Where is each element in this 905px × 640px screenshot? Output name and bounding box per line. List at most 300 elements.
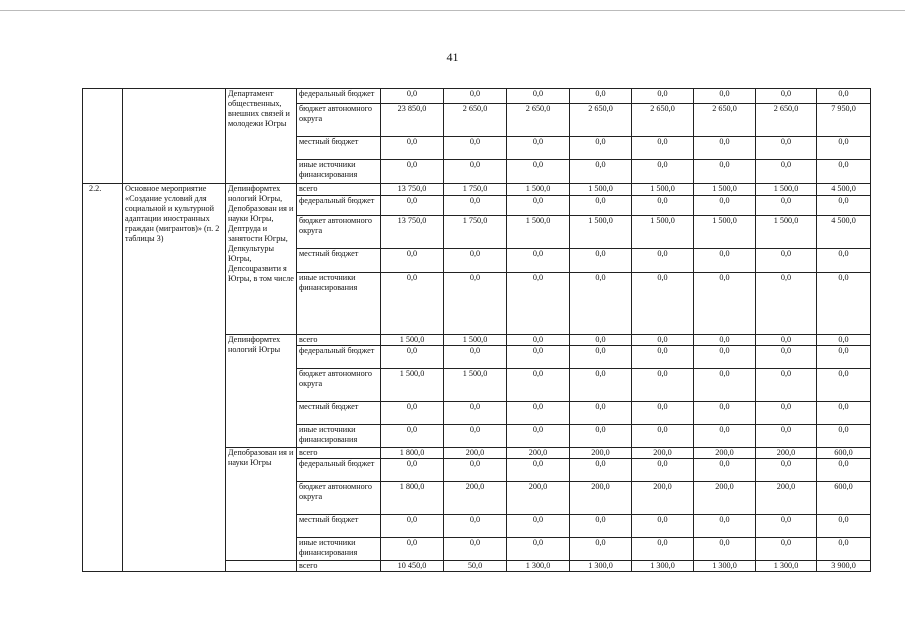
amount-cell [694, 425, 756, 448]
amount-cell [570, 561, 632, 572]
amount-value: 0,0 [719, 402, 730, 411]
amount-value: 23 850,0 [397, 104, 427, 113]
amount-cell [632, 369, 694, 402]
amount-value: 0,0 [719, 425, 730, 434]
amount-cell [507, 561, 570, 572]
amount-value: 0,0 [406, 137, 418, 146]
amount-cell [444, 160, 507, 184]
amount-value: 0,0 [469, 249, 481, 258]
funding-source: иные источники финансирования [297, 538, 381, 561]
amount-value: 0,0 [838, 273, 849, 282]
amount-cell [507, 402, 570, 425]
amount-cell [632, 561, 694, 572]
amount-value: 0,0 [780, 273, 792, 282]
amount-cell [632, 184, 694, 196]
amount-value: 0,0 [780, 369, 792, 378]
amount-cell [817, 249, 871, 273]
amount-value: 200,0 [465, 482, 485, 491]
amount-cell [444, 335, 507, 346]
amount-cell [570, 459, 632, 482]
amount-cell [381, 335, 444, 346]
amount-cell [444, 184, 507, 196]
executor-cell [226, 561, 297, 572]
amount-cell [507, 346, 570, 369]
amount-value: 2 650,0 [588, 104, 613, 113]
amount-cell [756, 335, 817, 346]
amount-cell [694, 346, 756, 369]
amount-cell [694, 104, 756, 137]
amount-value: 0,0 [469, 515, 481, 524]
amount-value: 0,0 [838, 335, 849, 344]
amount-cell [632, 273, 694, 335]
amount-value: 3 900,0 [831, 561, 856, 570]
amount-cell [632, 425, 694, 448]
amount-cell [756, 459, 817, 482]
amount-value: 13 750,0 [397, 216, 427, 225]
amount-value: 1 300,0 [773, 561, 799, 570]
amount-cell [817, 369, 871, 402]
amount-value: 0,0 [469, 160, 481, 169]
amount-cell [632, 249, 694, 273]
amount-cell [756, 137, 817, 160]
amount-cell [507, 249, 570, 273]
amount-cell [570, 448, 632, 459]
amount-cell [817, 137, 871, 160]
amount-cell [570, 273, 632, 335]
amount-value: 0,0 [469, 402, 481, 411]
amount-value: 1 300,0 [525, 561, 551, 570]
amount-cell [507, 335, 570, 346]
amount-cell [694, 137, 756, 160]
amount-value: 0,0 [595, 160, 606, 169]
amount-cell [381, 402, 444, 425]
amount-value: 0,0 [657, 538, 668, 547]
amount-value: 0,0 [657, 425, 668, 434]
amount-value: 0,0 [595, 402, 606, 411]
amount-cell [694, 273, 756, 335]
amount-cell [570, 369, 632, 402]
amount-cell [756, 402, 817, 425]
activity-number: 2.2. [83, 184, 123, 572]
amount-cell [444, 216, 507, 249]
funding-source: местный бюджет [297, 515, 381, 538]
amount-value: 0,0 [719, 160, 730, 169]
amount-value: 0,0 [532, 273, 544, 282]
amount-cell [444, 402, 507, 425]
amount-value: 0,0 [719, 273, 730, 282]
amount-value: 0,0 [780, 137, 792, 146]
amount-cell [444, 459, 507, 482]
amount-value: 0,0 [657, 89, 668, 98]
amount-value: 0,0 [719, 515, 730, 524]
amount-cell [381, 369, 444, 402]
amount-cell [570, 515, 632, 538]
amount-cell [444, 273, 507, 335]
executor-cell: Депинформтех нологий Югры [226, 335, 297, 448]
amount-value: 1 800,0 [399, 482, 425, 491]
amount-value: 0,0 [595, 459, 606, 468]
amount-cell [756, 104, 817, 137]
funding-source: бюджет автономного округа [297, 482, 381, 515]
amount-cell [632, 515, 694, 538]
amount-value: 200,0 [653, 448, 672, 457]
amount-value: 0,0 [780, 335, 792, 344]
funding-source: федеральный бюджет [297, 346, 381, 369]
amount-value: 0,0 [595, 89, 606, 98]
amount-value: 1 500,0 [588, 216, 613, 225]
amount-cell [381, 273, 444, 335]
amount-cell [694, 482, 756, 515]
amount-cell [694, 402, 756, 425]
amount-cell [444, 104, 507, 137]
amount-value: 0,0 [532, 425, 544, 434]
amount-value: 0,0 [657, 160, 668, 169]
amount-cell [694, 335, 756, 346]
amount-cell [570, 482, 632, 515]
amount-value: 0,0 [595, 196, 606, 205]
amount-cell [817, 402, 871, 425]
amount-cell [507, 137, 570, 160]
amount-value: 0,0 [838, 425, 849, 434]
amount-value: 0,0 [406, 249, 418, 258]
amount-value: 0,0 [838, 196, 849, 205]
amount-cell [381, 459, 444, 482]
amount-cell [817, 459, 871, 482]
amount-cell [444, 561, 507, 572]
amount-cell [381, 137, 444, 160]
funding-source: всего [297, 184, 381, 196]
amount-value: 0,0 [780, 459, 792, 468]
amount-value: 1 500,0 [588, 184, 613, 193]
amount-cell [694, 196, 756, 216]
amount-value: 0,0 [838, 459, 849, 468]
amount-cell [381, 448, 444, 459]
activity-name: Основное мероприятие «Создание условий для социальной и культурной адаптации иностранных граждан (мигрантов)» (п. 2 таблицы 3) [123, 184, 226, 572]
amount-value: 0,0 [719, 459, 730, 468]
amount-cell [756, 184, 817, 196]
amount-value: 1 500,0 [712, 216, 737, 225]
amount-cell [632, 137, 694, 160]
amount-cell [444, 89, 507, 104]
amount-cell [756, 448, 817, 459]
amount-cell [507, 482, 570, 515]
amount-cell [507, 448, 570, 459]
amount-cell [817, 346, 871, 369]
amount-value: 0,0 [780, 160, 792, 169]
amount-value: 0,0 [838, 346, 849, 355]
amount-value: 0,0 [469, 137, 481, 146]
amount-cell [756, 216, 817, 249]
amount-cell [444, 249, 507, 273]
amount-value: 0,0 [595, 425, 606, 434]
amount-cell [570, 346, 632, 369]
amount-value: 1 500,0 [399, 369, 425, 378]
amount-cell [507, 515, 570, 538]
amount-value: 7 950,0 [831, 104, 856, 113]
funding-source: местный бюджет [297, 249, 381, 273]
funding-source: всего [297, 335, 381, 346]
amount-cell [381, 425, 444, 448]
amount-value: 0,0 [719, 335, 730, 344]
amount-cell [444, 369, 507, 402]
funding-source: иные источники финансирования [297, 273, 381, 335]
amount-cell [756, 482, 817, 515]
amount-value: 0,0 [838, 402, 849, 411]
amount-value: 0,0 [657, 335, 668, 344]
amount-value: 0,0 [595, 249, 606, 258]
amount-cell [381, 561, 444, 572]
amount-cell [694, 538, 756, 561]
amount-cell [817, 482, 871, 515]
amount-value: 0,0 [406, 402, 418, 411]
amount-value: 1 750,0 [462, 184, 488, 193]
amount-value: 0,0 [406, 196, 418, 205]
amount-value: 0,0 [406, 346, 418, 355]
amount-value: 1 500,0 [650, 216, 675, 225]
amount-value: 4 500,0 [831, 216, 856, 225]
amount-cell [570, 249, 632, 273]
amount-cell [444, 482, 507, 515]
amount-cell [570, 425, 632, 448]
amount-cell [570, 196, 632, 216]
amount-value: 50,0 [467, 561, 483, 570]
amount-value: 600,0 [834, 482, 853, 491]
amount-value: 0,0 [532, 402, 544, 411]
amount-value: 0,0 [469, 273, 481, 282]
amount-cell [570, 89, 632, 104]
amount-value: 0,0 [780, 538, 792, 547]
amount-cell [756, 369, 817, 402]
amount-cell [694, 459, 756, 482]
amount-value: 0,0 [406, 160, 418, 169]
page-number: 41 [446, 50, 459, 64]
amount-value: 0,0 [657, 402, 668, 411]
amount-value: 0,0 [406, 515, 418, 524]
amount-cell [817, 561, 871, 572]
amount-value: 0,0 [532, 89, 544, 98]
activity-number [83, 89, 123, 184]
amount-value: 0,0 [838, 89, 849, 98]
amount-value: 0,0 [657, 273, 668, 282]
amount-value: 0,0 [469, 425, 481, 434]
amount-value: 0,0 [406, 538, 418, 547]
amount-value: 0,0 [780, 196, 792, 205]
amount-cell [507, 216, 570, 249]
amount-cell [756, 515, 817, 538]
amount-cell [381, 515, 444, 538]
amount-cell [444, 448, 507, 459]
amount-cell [444, 196, 507, 216]
executor-cell: Департамент общественных, внешних связей и молодежи Югры [226, 89, 297, 184]
activity-name [123, 89, 226, 184]
amount-cell [444, 538, 507, 561]
amount-value: 0,0 [780, 89, 792, 98]
amount-value: 1 500,0 [712, 184, 737, 193]
amount-value: 0,0 [469, 89, 481, 98]
amount-cell [756, 273, 817, 335]
amount-value: 0,0 [719, 346, 730, 355]
funding-source: иные источники финансирования [297, 425, 381, 448]
amount-value: 200,0 [715, 448, 734, 457]
amount-cell [507, 273, 570, 335]
amount-cell [632, 459, 694, 482]
amount-value: 0,0 [532, 160, 544, 169]
amount-value: 0,0 [657, 515, 668, 524]
amount-cell [632, 160, 694, 184]
amount-value: 0,0 [719, 538, 730, 547]
amount-cell [570, 538, 632, 561]
amount-value: 1 500,0 [525, 216, 551, 225]
amount-cell [507, 459, 570, 482]
amount-cell [632, 482, 694, 515]
amount-cell [817, 273, 871, 335]
amount-value: 0,0 [657, 137, 668, 146]
amount-cell [817, 216, 871, 249]
amount-cell [632, 335, 694, 346]
amount-value: 0,0 [595, 346, 606, 355]
amount-value: 0,0 [719, 89, 730, 98]
amount-cell [756, 425, 817, 448]
amount-cell [507, 89, 570, 104]
amount-value: 0,0 [469, 459, 481, 468]
top-rule [0, 10, 905, 11]
amount-value: 0,0 [719, 249, 730, 258]
amount-cell [381, 196, 444, 216]
amount-value: 1 500,0 [773, 184, 799, 193]
amount-value: 0,0 [532, 137, 544, 146]
financing-table [82, 88, 871, 572]
amount-cell [570, 104, 632, 137]
amount-value: 200,0 [528, 448, 548, 457]
amount-cell [756, 249, 817, 273]
amount-value: 1 300,0 [650, 561, 675, 570]
funding-source: местный бюджет [297, 402, 381, 425]
amount-value: 0,0 [595, 273, 606, 282]
amount-cell [632, 538, 694, 561]
amount-value: 0,0 [719, 196, 730, 205]
amount-cell [570, 216, 632, 249]
amount-cell [507, 160, 570, 184]
amount-value: 1 500,0 [773, 216, 799, 225]
table-row [83, 89, 871, 104]
amount-cell [381, 482, 444, 515]
amount-value: 200,0 [715, 482, 734, 491]
amount-value: 0,0 [838, 249, 849, 258]
amount-value: 2 650,0 [525, 104, 551, 113]
funding-source: местный бюджет [297, 137, 381, 160]
amount-cell [570, 160, 632, 184]
funding-source: всего [297, 561, 381, 572]
amount-cell [817, 184, 871, 196]
amount-value: 200,0 [528, 482, 548, 491]
amount-cell [570, 184, 632, 196]
amount-value: 0,0 [838, 515, 849, 524]
amount-value: 0,0 [532, 346, 544, 355]
funding-source: федеральный бюджет [297, 89, 381, 104]
amount-value: 0,0 [780, 249, 792, 258]
amount-cell [570, 402, 632, 425]
amount-cell [381, 184, 444, 196]
amount-value: 0,0 [838, 538, 849, 547]
amount-cell [694, 369, 756, 402]
amount-cell [817, 335, 871, 346]
amount-cell [632, 89, 694, 104]
amount-value: 1 500,0 [462, 369, 488, 378]
amount-cell [756, 160, 817, 184]
amount-cell [381, 249, 444, 273]
amount-cell [507, 425, 570, 448]
amount-value: 200,0 [465, 448, 485, 457]
amount-cell [756, 196, 817, 216]
amount-cell [817, 104, 871, 137]
funding-source: федеральный бюджет [297, 459, 381, 482]
amount-cell [507, 369, 570, 402]
amount-cell [570, 137, 632, 160]
amount-cell [817, 538, 871, 561]
amount-cell [694, 216, 756, 249]
amount-cell [632, 346, 694, 369]
amount-cell [817, 160, 871, 184]
amount-cell [570, 335, 632, 346]
amount-value: 2 650,0 [712, 104, 737, 113]
amount-cell [694, 249, 756, 273]
amount-value: 0,0 [469, 346, 481, 355]
amount-cell [632, 448, 694, 459]
amount-value: 0,0 [657, 249, 668, 258]
amount-value: 0,0 [838, 369, 849, 378]
amount-cell [444, 346, 507, 369]
executor-cell: Депинформтех нологий Югры, Депобразован ия и науки Югры, Дептруда и занятости Югры, Депкультуры Югры, Депсоцразвити я Югры, в том числе [226, 184, 297, 335]
amount-value: 1 500,0 [650, 184, 675, 193]
amount-value: 0,0 [595, 137, 606, 146]
amount-value: 1 300,0 [588, 561, 613, 570]
amount-cell [632, 196, 694, 216]
amount-value: 2 650,0 [650, 104, 675, 113]
amount-cell [381, 89, 444, 104]
amount-cell [507, 104, 570, 137]
amount-value: 0,0 [719, 137, 730, 146]
amount-value: 200,0 [776, 482, 796, 491]
amount-cell [694, 89, 756, 104]
amount-value: 0,0 [469, 538, 481, 547]
amount-cell [756, 561, 817, 572]
amount-value: 1 800,0 [399, 448, 425, 457]
amount-value: 0,0 [406, 89, 418, 98]
amount-value: 0,0 [719, 369, 730, 378]
amount-value: 2 650,0 [462, 104, 488, 113]
amount-value: 200,0 [653, 482, 672, 491]
amount-value: 0,0 [657, 459, 668, 468]
amount-value: 200,0 [591, 448, 610, 457]
amount-cell [694, 160, 756, 184]
amount-cell [756, 538, 817, 561]
amount-cell [694, 448, 756, 459]
amount-value: 0,0 [780, 346, 792, 355]
amount-value: 2 650,0 [773, 104, 799, 113]
amount-value: 0,0 [532, 538, 544, 547]
amount-cell [632, 402, 694, 425]
amount-value: 0,0 [532, 459, 544, 468]
amount-value: 1 750,0 [462, 216, 488, 225]
funding-source: бюджет автономного округа [297, 104, 381, 137]
amount-value: 200,0 [591, 482, 610, 491]
funding-source: всего [297, 448, 381, 459]
amount-cell [444, 137, 507, 160]
amount-cell [817, 448, 871, 459]
amount-value: 0,0 [532, 515, 544, 524]
amount-value: 600,0 [834, 448, 853, 457]
amount-cell [756, 346, 817, 369]
